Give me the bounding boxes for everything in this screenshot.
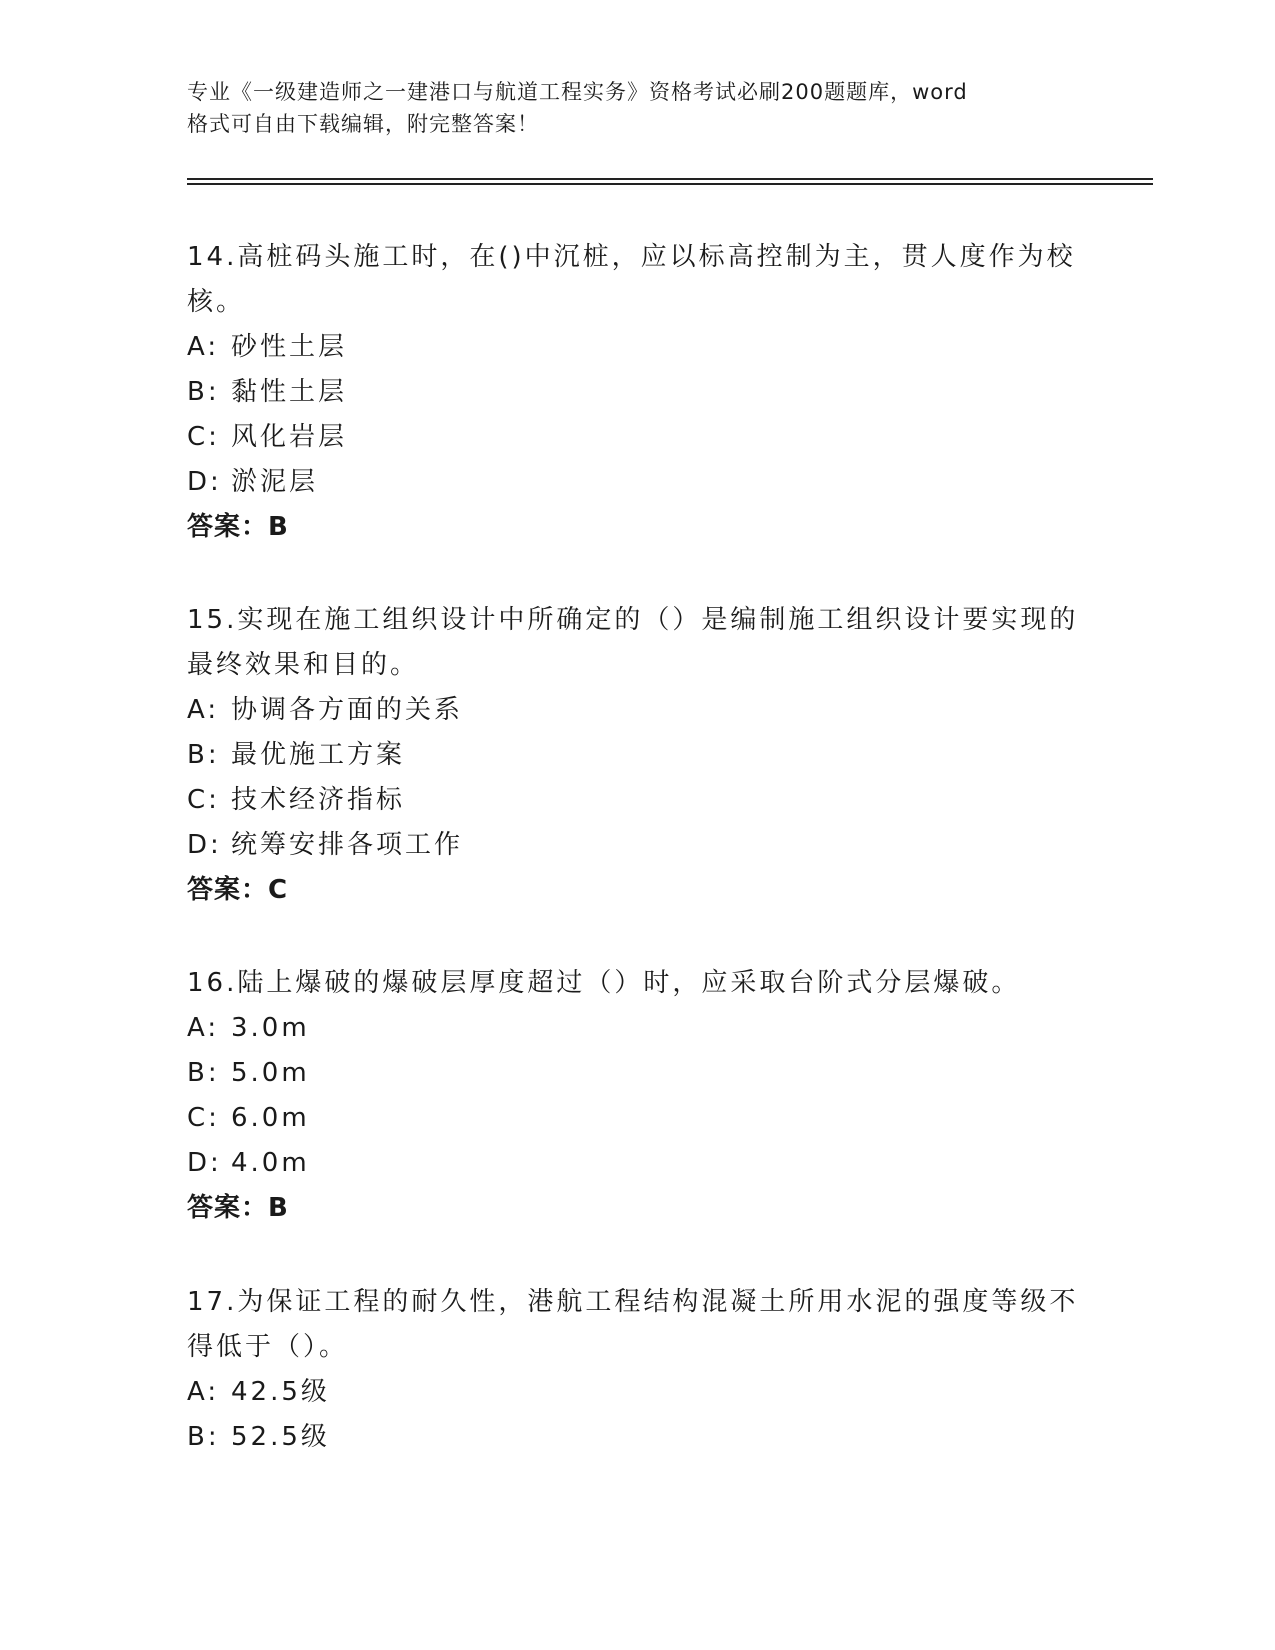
option-text: 黏性土层	[231, 377, 348, 407]
question-stem-line-2: 核。	[187, 287, 246, 317]
header-line-2: 格式可自由下载编辑，附完整答案！	[187, 112, 539, 136]
option-d	[187, 823, 1087, 868]
option-text: 统筹安排各项工作	[231, 830, 464, 860]
question-15	[187, 598, 1087, 913]
question-stem-line-1: 14.高桩码头施工时，在()中沉桩，应以标高控制为主，贯人度作为校	[187, 242, 1076, 272]
option-key: C:	[187, 1103, 220, 1133]
document-header	[187, 76, 1067, 140]
option-key: B:	[187, 1422, 220, 1452]
option-key: A:	[187, 1377, 220, 1407]
option-text: 3.0m	[231, 1013, 310, 1043]
option-text: 42.5级	[231, 1377, 330, 1407]
option-text: 协调各方面的关系	[231, 695, 464, 725]
option-text: 砂性土层	[231, 332, 348, 362]
answer-line: 答案：B	[187, 512, 289, 542]
question-stem-line-1: 15.实现在施工组织设计中所确定的（）是编制施工组织设计要实现的	[187, 605, 1079, 635]
answer-line: 答案：C	[187, 875, 289, 905]
option-a	[187, 688, 1087, 733]
option-key: D:	[187, 467, 222, 497]
option-text: 5.0m	[231, 1058, 310, 1088]
option-key: B:	[187, 740, 220, 770]
option-d	[187, 1141, 1087, 1186]
question-17	[187, 1280, 1087, 1460]
option-key: C:	[187, 422, 220, 452]
option-b	[187, 1415, 1087, 1460]
option-text: 52.5级	[231, 1422, 330, 1452]
option-c	[187, 1096, 1087, 1141]
option-key: B:	[187, 1058, 220, 1088]
option-key: C:	[187, 785, 220, 815]
option-text: 4.0m	[231, 1148, 310, 1178]
option-b	[187, 733, 1087, 778]
option-c	[187, 415, 1087, 460]
option-text: 6.0m	[231, 1103, 310, 1133]
option-key: A:	[187, 332, 220, 362]
option-b	[187, 1051, 1087, 1096]
header-line-1: 专业《一级建造师之一建港口与航道工程实务》资格考试必刷200题题库，word	[187, 80, 968, 104]
option-key: A:	[187, 1013, 220, 1043]
option-text: 风化岩层	[231, 422, 348, 452]
question-14	[187, 235, 1087, 550]
header-divider-top	[187, 178, 1153, 180]
question-stem-line-2: 最终效果和目的。	[187, 650, 420, 680]
option-d	[187, 460, 1087, 505]
question-stem-line-2: 得低于（）。	[187, 1332, 349, 1362]
option-text: 淤泥层	[231, 467, 319, 497]
option-key: B:	[187, 377, 220, 407]
option-text: 技术经济指标	[231, 785, 406, 815]
option-a	[187, 1006, 1087, 1051]
answer-line: 答案：B	[187, 1193, 289, 1223]
option-key: D:	[187, 830, 222, 860]
option-key: D:	[187, 1148, 222, 1178]
option-c	[187, 778, 1087, 823]
header-divider-bottom	[187, 183, 1153, 185]
question-stem-line-1: 17.为保证工程的耐久性，港航工程结构混凝土所用水泥的强度等级不	[187, 1287, 1079, 1317]
option-key: A:	[187, 695, 220, 725]
option-text: 最优施工方案	[231, 740, 406, 770]
question-stem-line-1: 16.陆上爆破的爆破层厚度超过（）时，应采取台阶式分层爆破。	[187, 968, 1021, 998]
option-b	[187, 370, 1087, 415]
option-a	[187, 1370, 1087, 1415]
question-16	[187, 961, 1087, 1231]
option-a	[187, 325, 1087, 370]
